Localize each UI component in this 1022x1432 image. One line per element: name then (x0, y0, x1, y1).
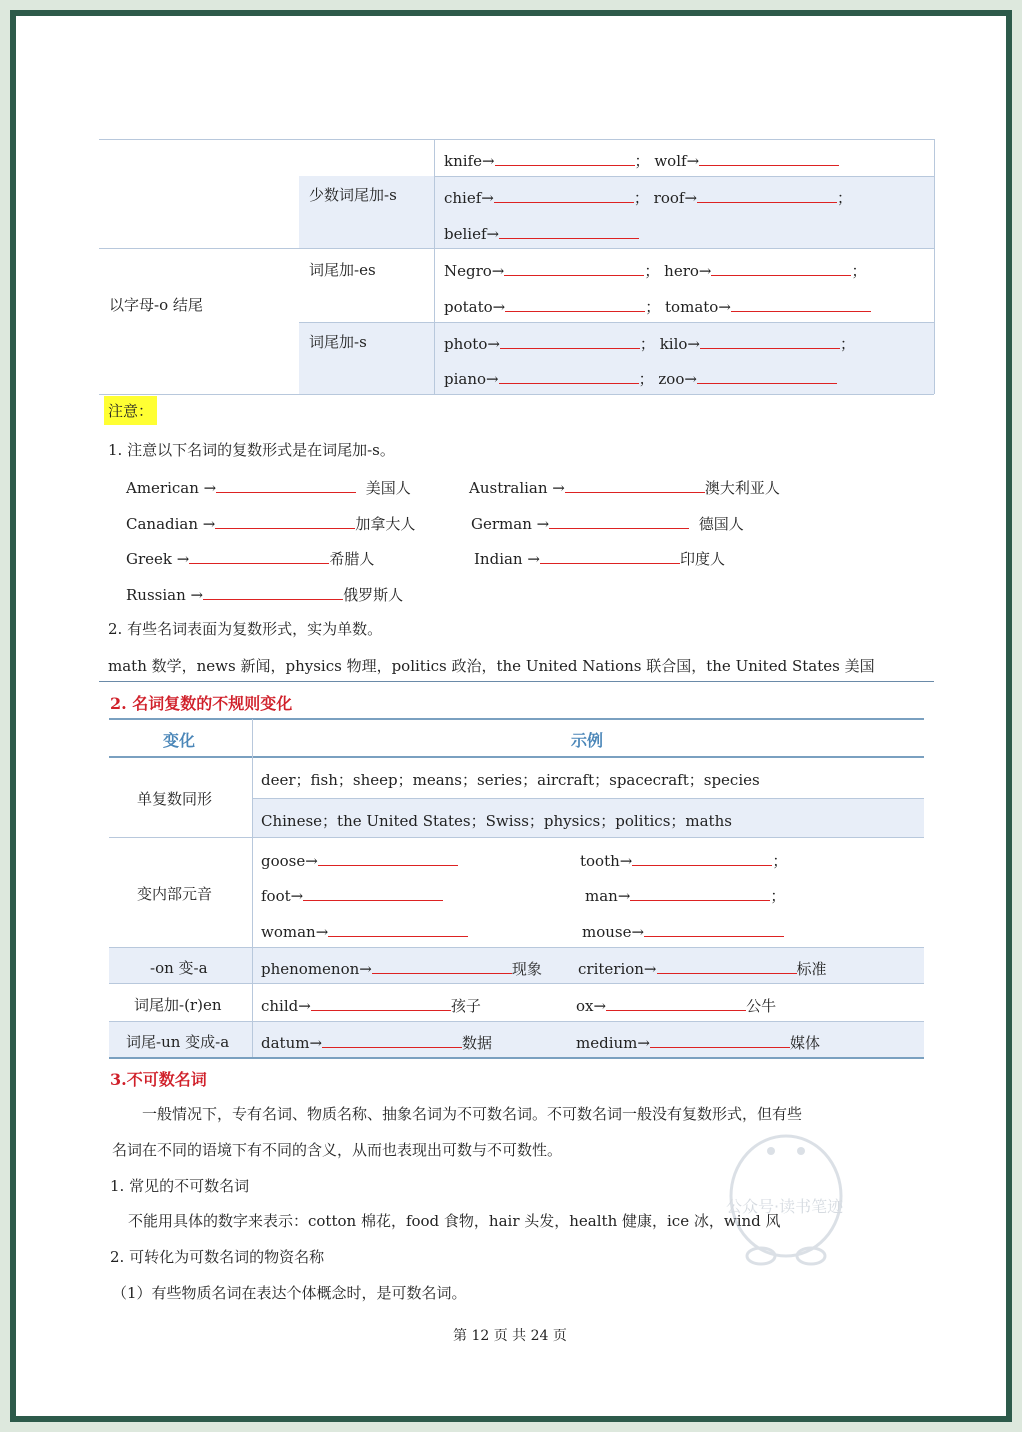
exercise-line (444, 186, 852, 208)
answer-blank[interactable] (216, 476, 356, 493)
um-a-label: 词尾-un 变成-a (126, 1033, 230, 1051)
answer-blank[interactable] (500, 332, 640, 349)
nationality-item (126, 512, 415, 534)
table2-bottom-border (109, 1057, 924, 1059)
word: tomato→ (665, 298, 731, 316)
meaning: 俄罗斯人 (343, 586, 404, 604)
word: Indian → (474, 550, 540, 568)
table1-line (299, 322, 934, 323)
word: potato→ (444, 298, 506, 316)
table2-line (109, 1021, 924, 1022)
meaning: 希腊人 (329, 550, 375, 568)
meaning: 印度人 (679, 550, 725, 568)
same-form-examples-2: Chinese；the United States；Swiss；physics；politics；maths (261, 812, 732, 830)
section3-paragraph-5: （1）有些物质名词在表达个体概念时，是可数名词。 (112, 1284, 467, 1302)
section3-paragraph-1b: 名词在不同的语境下有不同的含义，从而也表现出可数与不可数性。 (112, 1141, 563, 1159)
nationality-item (471, 512, 744, 534)
answer-blank[interactable] (494, 186, 634, 203)
section3-paragraph-4: 2. 可转化为可数名词的物资名称 (110, 1248, 325, 1266)
word: belief→ (444, 225, 500, 243)
answer-blank[interactable] (303, 884, 443, 901)
table2-line (109, 983, 924, 984)
section-divider (99, 681, 934, 682)
answer-blank[interactable] (699, 149, 839, 166)
word: Negro→ (444, 262, 505, 280)
same-form-label: 单复数同形 (137, 790, 213, 808)
answer-blank[interactable] (318, 849, 458, 866)
nationality-item (469, 476, 780, 498)
exercise-line (261, 920, 468, 941)
page-frame (10, 10, 1012, 1422)
page-content (16, 16, 1006, 1416)
separator: ； (851, 262, 867, 280)
table2-line (109, 947, 924, 948)
answer-blank[interactable] (697, 186, 837, 203)
exercise-line (261, 849, 458, 870)
sub-s-label: 词尾加-s (309, 333, 367, 351)
section3-title: 3.不可数名词 (110, 1070, 207, 1089)
meaning: 美国人 (365, 479, 411, 497)
table2-col-divider (252, 719, 253, 1057)
answer-blank[interactable] (606, 994, 746, 1011)
word: Greek → (126, 550, 190, 568)
exercise-line (444, 367, 837, 389)
word: criterion→ (578, 960, 657, 978)
answer-blank[interactable] (644, 920, 784, 937)
nationality-item (126, 547, 374, 569)
separator: ； (772, 852, 788, 870)
on-a-label: -on 变-a (150, 959, 208, 977)
exercise-line (444, 149, 839, 171)
meaning: 数据 (462, 1034, 493, 1052)
table1-right-border (934, 139, 935, 394)
meaning: 德国人 (698, 515, 744, 533)
section3-paragraph-2: 1. 常见的不可数名词 (110, 1177, 250, 1195)
bunny-logo-icon (716, 1106, 876, 1266)
answer-blank[interactable] (711, 259, 851, 276)
table1-line (99, 248, 934, 249)
meaning: 现象 (511, 960, 542, 978)
watermark-text: 公众号·读书笔迹 (726, 1197, 844, 1216)
word: woman→ (261, 923, 329, 941)
word: Canadian → (126, 515, 216, 533)
answer-blank[interactable] (189, 547, 329, 564)
group-o-label: 以字母-o 结尾 (109, 296, 203, 314)
col-header-change: 变化 (163, 731, 196, 750)
table2-line (109, 837, 924, 838)
table1-top-border (99, 139, 934, 140)
word: man→ (585, 887, 631, 905)
answer-blank[interactable] (372, 957, 512, 974)
word: Australian → (469, 479, 565, 497)
exercise-line (444, 222, 639, 243)
word: foot→ (261, 887, 304, 905)
answer-blank[interactable] (549, 512, 689, 529)
answer-blank[interactable] (632, 849, 772, 866)
watermark (716, 1106, 876, 1266)
word: kilo→ (659, 335, 701, 353)
section2-title: 2. 名词复数的不规则变化 (110, 694, 293, 713)
answer-blank[interactable] (657, 957, 797, 974)
word: mouse→ (582, 923, 645, 941)
separator: ； (633, 189, 649, 207)
exercise-line (261, 884, 443, 905)
answer-blank[interactable] (505, 295, 645, 312)
group-few-s-label: 少数词尾加-s (309, 186, 397, 204)
nationality-item (126, 476, 411, 498)
separator: ； (645, 298, 661, 316)
answer-blank[interactable] (203, 583, 343, 600)
note-paragraph-3: math 数学，news 新闻，physics 物理，politics 政治，the United Nations 联合国，the United States 美国 (108, 657, 875, 675)
nationality-item (474, 547, 725, 569)
word: medium→ (576, 1034, 650, 1052)
exercise-line (261, 957, 542, 979)
word: ox→ (576, 997, 607, 1015)
word: zoo→ (658, 370, 697, 388)
same-form-examples-1: deer；fish；sheep；means；series；aircraft；spacecraft；species (261, 771, 760, 789)
separator: ； (770, 887, 786, 905)
word: child→ (261, 997, 311, 1015)
exercise-line (585, 884, 785, 906)
separator: ； (634, 152, 650, 170)
exercise-line (578, 957, 827, 979)
word: American → (126, 479, 217, 497)
meaning: 澳大利亚人 (704, 479, 780, 497)
exercise-line (580, 849, 787, 871)
col-header-example: 示例 (571, 731, 604, 750)
page-footer: 第 12 页 共 24 页 (453, 1328, 567, 1344)
exercise-line (576, 1031, 820, 1053)
table1-bottom-border (99, 394, 934, 395)
answer-blank[interactable] (499, 367, 639, 384)
section3-paragraph-1a: 一般情况下，专有名词、物质名称、抽象名词为不可数名词。不可数名词一般没有复数形式，但有些 (142, 1105, 803, 1123)
table1-col-divider (434, 139, 435, 394)
separator: ； (837, 189, 853, 207)
word: hero→ (664, 262, 712, 280)
table1-line (434, 176, 934, 177)
answer-blank[interactable] (700, 332, 840, 349)
nationality-item (126, 583, 403, 605)
meaning: 孩子 (450, 997, 481, 1015)
word: tooth→ (580, 852, 633, 870)
separator: ； (638, 370, 654, 388)
exercise-line (576, 994, 776, 1016)
note-paragraph-2: 2. 有些名词表面为复数形式，实为单数。 (108, 620, 383, 638)
answer-blank[interactable] (731, 295, 871, 312)
exercise-line (444, 332, 855, 354)
table2-top-border (109, 718, 924, 720)
answer-blank[interactable] (650, 1031, 790, 1048)
answer-blank[interactable] (322, 1031, 462, 1048)
word: piano→ (444, 370, 499, 388)
sub-es-label: 词尾加-es (309, 261, 376, 279)
answer-blank[interactable] (540, 547, 680, 564)
meaning: 加拿大人 (355, 515, 416, 533)
section3-paragraph-3: 不能用具体的数字来表示：cotton 棉花，food 食物，hair 头发，health 健康，ice 冰，wind 风 (128, 1212, 781, 1230)
note-paragraph-1: 1. 注意以下名词的复数形式是在词尾加-s。 (108, 441, 395, 459)
meaning: 标准 (796, 960, 827, 978)
answer-blank[interactable] (311, 994, 451, 1011)
separator: ； (644, 262, 660, 280)
exercise-line (261, 994, 481, 1016)
answer-blank[interactable] (495, 149, 635, 166)
answer-blank[interactable] (697, 367, 837, 384)
answer-blank[interactable] (630, 884, 770, 901)
separator: ； (840, 335, 856, 353)
vowel-change-label: 变内部元音 (137, 885, 213, 903)
word: German → (471, 515, 550, 533)
answer-blank[interactable] (504, 259, 644, 276)
exercise-line (444, 259, 867, 281)
ren-label: 词尾加-(r)en (134, 996, 222, 1014)
word: knife→ (444, 152, 495, 170)
separator: ； (639, 335, 655, 353)
word: Russian → (126, 586, 204, 604)
note-label: 注意： (104, 396, 157, 425)
word: chief→ (444, 189, 494, 207)
word: datum→ (261, 1034, 323, 1052)
answer-blank[interactable] (328, 920, 468, 937)
word: phenomenon→ (261, 960, 372, 978)
meaning: 公牛 (746, 997, 777, 1015)
meaning: 媒体 (789, 1034, 820, 1052)
exercise-line (582, 920, 784, 941)
table2-line (252, 798, 924, 799)
answer-blank[interactable] (215, 512, 355, 529)
exercise-line (261, 1031, 492, 1053)
answer-blank[interactable] (565, 476, 705, 493)
word: photo→ (444, 335, 500, 353)
exercise-line (444, 295, 871, 317)
table2-header-border (109, 756, 924, 758)
answer-blank[interactable] (499, 222, 639, 239)
word: goose→ (261, 852, 318, 870)
word: roof→ (653, 189, 698, 207)
word: wolf→ (654, 152, 700, 170)
